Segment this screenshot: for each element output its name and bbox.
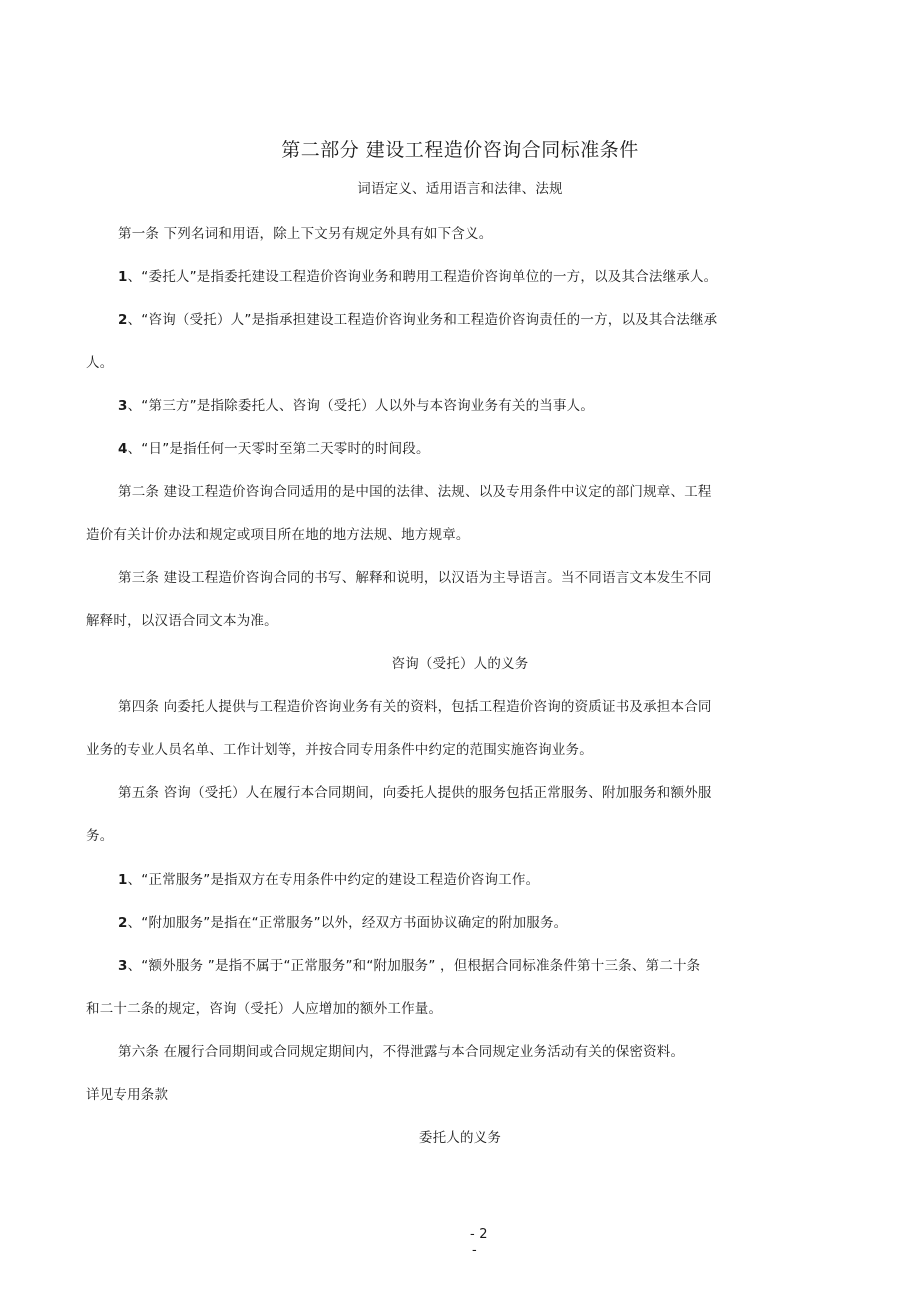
section-heading-client-obligations: 委托人的义务 (418, 1130, 502, 1146)
article-2-continued: 造价有关计价办法和规定或项目所在地的地方法规、地方规章。 (86, 527, 470, 543)
item-text: 、“附加服务”是指在“正常服务”以外，经双方书面协议确定的附加服务。 (127, 915, 568, 931)
item-text: 、“额外服务 ”是指不属于“正常服务”和“附加服务” ，但根据合同标准条件第十三条、第二十条 (127, 958, 701, 974)
definition-4 (118, 440, 430, 458)
article-2: 第二条 建设工程造价咨询合同适用的是中国的法律、法规、以及专用条件中议定的部门规章、工程 (118, 484, 712, 500)
item-text: 、“咨询（受托）人”是指承担建设工程造价咨询业务和工程造价咨询责任的一方，以及其合法继承 (127, 312, 718, 328)
definition-2-continued: 人。 (86, 355, 114, 371)
service-3-continued: 和二十二条的规定，咨询（受托）人应增加的额外工作量。 (86, 1001, 443, 1017)
item-number: 3 (118, 958, 128, 974)
item-text: 、“第三方”是指除委托人、咨询（受托）人以外与本咨询业务有关的当事人。 (127, 398, 595, 414)
service-3 (118, 957, 700, 975)
definition-3 (118, 397, 594, 415)
article-6: 第六条 在履行合同期间或合同规定期间内，不得泄露与本合同规定业务活动有关的保密资料。 (118, 1044, 685, 1060)
definition-1 (118, 268, 717, 286)
item-number: 1 (118, 872, 128, 888)
article-5-continued: 务。 (86, 828, 114, 844)
item-text: 、“正常服务”是指双方在专用条件中约定的建设工程造价咨询工作。 (127, 872, 540, 888)
service-2 (118, 914, 567, 932)
service-1 (118, 871, 539, 889)
article-4-continued: 业务的专业人员名单、工作计划等，并按合同专用条件中约定的范围实施咨询业务。 (86, 742, 593, 758)
definition-2 (118, 311, 717, 329)
item-text: 、“委托人”是指委托建设工程造价咨询业务和聘用工程造价咨询单位的一方，以及其合法继承人。 (127, 269, 718, 285)
item-number: 3 (118, 398, 128, 414)
item-number: 2 (118, 915, 128, 931)
item-text: 、“日”是指任何一天零时至第二天零时的时间段。 (127, 441, 430, 457)
item-number: 2 (118, 312, 128, 328)
article-6-note: 详见专用条款 (86, 1087, 169, 1103)
article-1: 第一条 下列名词和用语，除上下文另有规定外具有如下含义。 (118, 226, 493, 242)
article-3-continued: 解释时，以汉语合同文本为准。 (86, 613, 278, 629)
section-heading-consultant-obligations: 咨询（受托）人的义务 (391, 656, 529, 672)
document-title: 第二部分 建设工程造价咨询合同标准条件 (281, 139, 639, 161)
page-number-suffix: - (472, 1243, 477, 1258)
article-4: 第四条 向委托人提供与工程造价咨询业务有关的资料，包括工程造价咨询的资质证书及承担本合同 (118, 699, 712, 715)
section-heading-definitions: 词语定义、适用语言和法律、法规 (357, 181, 563, 197)
article-5: 第五条 咨询（受托）人在履行本合同期间，向委托人提供的服务包括正常服务、附加服务和额外服 (118, 785, 712, 801)
item-number: 4 (118, 441, 128, 457)
item-number: 1 (118, 269, 128, 285)
article-3: 第三条 建设工程造价咨询合同的书写、解释和说明，以汉语为主导语言。当不同语言文本发生不同 (118, 570, 712, 586)
page-number: - 2 (470, 1227, 488, 1242)
